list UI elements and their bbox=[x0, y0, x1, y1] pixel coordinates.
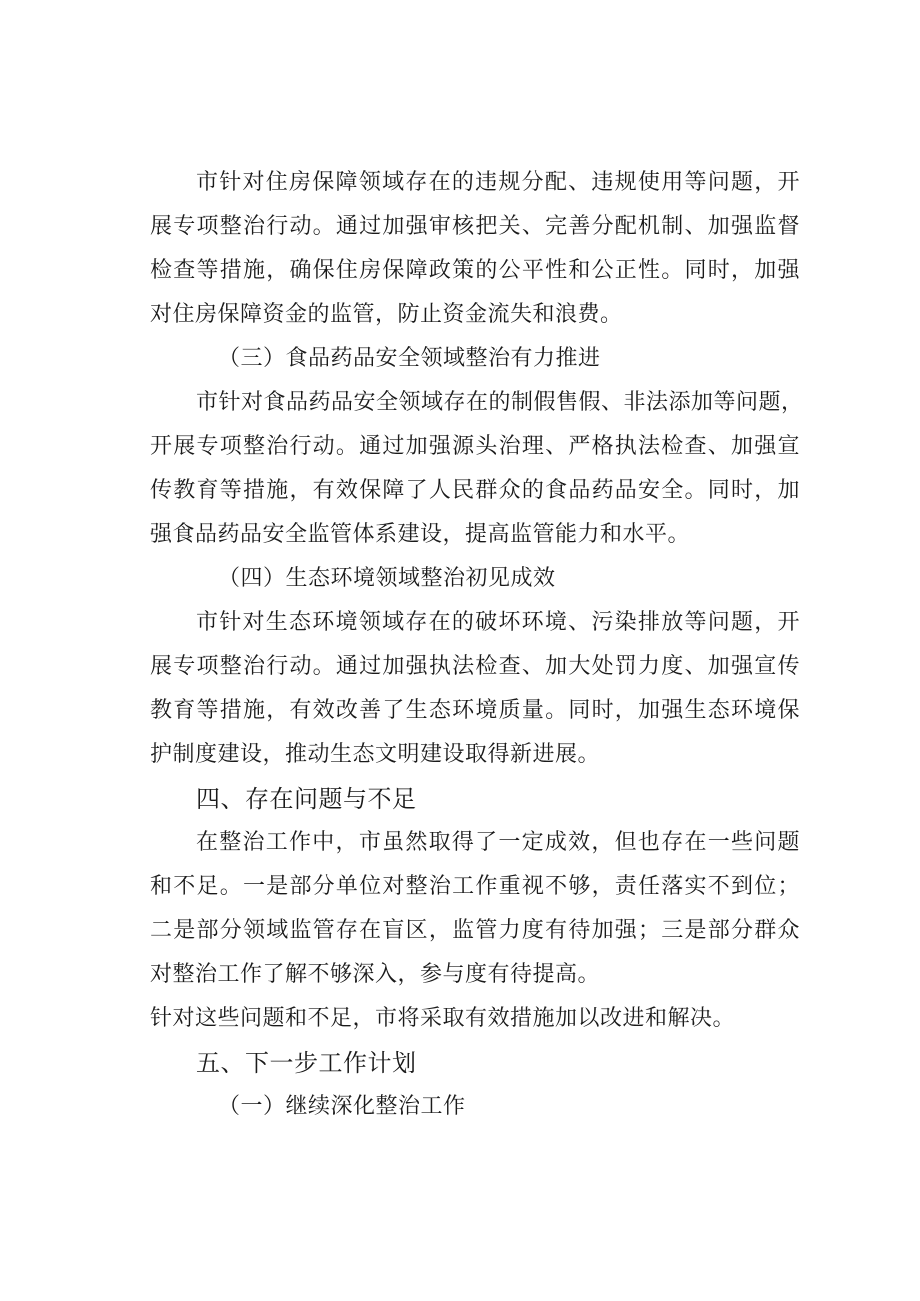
section-heading-next-plan: 五、下一步工作计划 bbox=[196, 1049, 417, 1077]
paragraph-measures: 针对这些问题和不足，市将采取有效措施加以改进和解决。 bbox=[150, 1006, 736, 1031]
paragraph-food-line-2: 开展专项整治行动。通过加强源头治理、严格执法检查、加强宣 bbox=[150, 434, 800, 459]
subheading-deepen-work: （一）继续深化整治工作 bbox=[218, 1094, 466, 1119]
subheading-ecology: （四）生态环境领域整治初见成效 bbox=[218, 566, 556, 591]
paragraph-ecology-line-2: 展专项整治行动。通过加强执法检查、加大处罚力度、加强宣传 bbox=[150, 654, 800, 679]
paragraph-problems-line-4: 对整治工作了解不够深入，参与度有待提高。 bbox=[150, 962, 601, 987]
paragraph-food-line-4: 强食品药品安全监管体系建设，提高监管能力和水平。 bbox=[150, 522, 691, 547]
paragraph-ecology-line-3: 教育等措施，有效改善了生态环境质量。同时，加强生态环境保 bbox=[150, 698, 800, 723]
subheading-food-drug: （三）食品药品安全领域整治有力推进 bbox=[218, 346, 601, 371]
paragraph-food-line-1: 市针对食品药品安全领域存在的制假售假、非法添加等问题， bbox=[196, 390, 804, 415]
paragraph-ecology-line-1: 市针对生态环境领域存在的破坏环境、污染排放等问题，开 bbox=[196, 610, 800, 635]
paragraph-problems-line-1: 在整治工作中，市虽然取得了一定成效，但也存在一些问题 bbox=[196, 830, 800, 855]
paragraph-problems-line-2: 和不足。一是部分单位对整治工作重视不够，责任落实不到位； bbox=[150, 874, 800, 899]
paragraph-food-line-3: 传教育等措施，有效保障了人民群众的食品药品安全。同时，加 bbox=[150, 478, 800, 503]
paragraph-housing-line-3: 检查等措施，确保住房保障政策的公平性和公正性。同时，加强 bbox=[150, 258, 800, 283]
paragraph-ecology-line-4: 护制度建设，推动生态文明建设取得新进展。 bbox=[150, 742, 601, 767]
paragraph-housing-line-4: 对住房保障资金的监管，防止资金流失和浪费。 bbox=[150, 302, 623, 327]
paragraph-housing-line-1: 市针对住房保障领域存在的违规分配、违规使用等问题，开 bbox=[196, 170, 800, 195]
section-heading-problems: 四、存在问题与不足 bbox=[196, 785, 417, 813]
paragraph-housing-line-2: 展专项整治行动。通过加强审核把关、完善分配机制、加强监督 bbox=[150, 214, 800, 239]
paragraph-problems-line-3: 二是部分领域监管存在盲区，监管力度有待加强；三是部分群众 bbox=[150, 918, 800, 943]
